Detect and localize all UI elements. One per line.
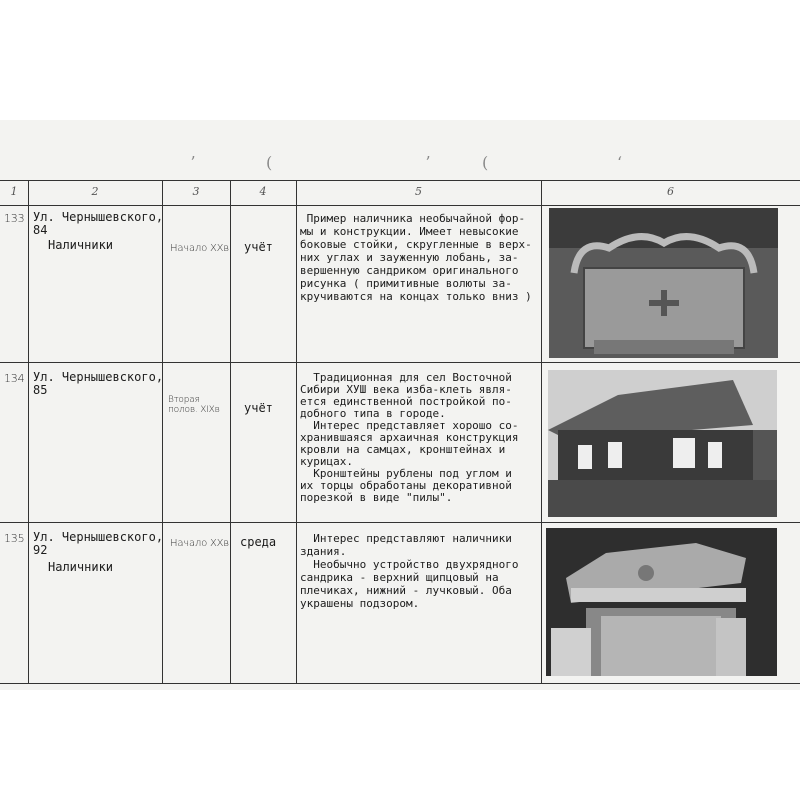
punch-mark: ʻ	[617, 153, 623, 172]
row-divider	[0, 362, 800, 363]
photo-log-house	[548, 370, 777, 517]
date-cell: Начало XXв	[170, 243, 229, 254]
category-cell: среда	[240, 535, 277, 549]
column-divider	[296, 180, 297, 683]
category-cell: учёт	[244, 401, 273, 415]
object-cell: Наличники	[48, 560, 114, 574]
column-header: 6	[667, 185, 674, 198]
description-cell: Традиционная для сел Восточной Сибири ХУШ века изба-клеть явля- ется единственной постройкой по- добного типа в городе. Интерес представляет хорошо со- хранившаяся архаичная конструкция кровли на самцах, кронштейнах и курицах. Кронштейны рублены под углом и их торцы обработаны декоративной порезкой в виде "пилы".	[300, 371, 519, 504]
row-divider	[0, 522, 800, 523]
header-divider	[0, 205, 800, 206]
column-divider	[28, 180, 29, 683]
date-cell: Вторая полов. XIXв	[168, 395, 220, 415]
address-cell: Ул. Чернышевского, 85	[33, 370, 164, 397]
object-cell: Наличники	[48, 238, 114, 252]
table-bottom-border	[0, 683, 800, 684]
description-cell: Интерес представляют наличники здания. Необычно устройство двухрядного сандрика - верхний щипцовый на плечиках, нижний - лучковый. Оба украшены подзором.	[300, 532, 519, 610]
punch-mark: ʼ	[425, 153, 431, 172]
address-cell: Ул. Чернышевского, 84	[33, 210, 164, 237]
column-header: 2	[91, 185, 99, 198]
row-number: 133	[4, 212, 25, 225]
column-header: 5	[415, 185, 422, 198]
description-cell: Пример наличника необычайной фор- мы и конструкции. Имеет невысокие боковые стойки, скругленные в верх- них углах и зауженную лобань, за- вершенную сандриком оригинального рисунка ( примитивные волюты за- кручиваются на концах только вниз )	[300, 212, 532, 303]
row-number: 134	[4, 372, 25, 385]
column-divider	[541, 180, 542, 683]
photo-window-frame	[549, 208, 778, 358]
category-cell: учёт	[244, 240, 273, 254]
column-header: 3	[192, 185, 200, 198]
row-number: 135	[4, 532, 25, 545]
column-header: 1	[10, 185, 18, 198]
column-divider	[162, 180, 163, 683]
punch-hole: (	[266, 153, 273, 172]
punch-hole: (	[482, 153, 489, 172]
date-cell: Начало XXв	[170, 538, 229, 549]
punch-mark: ʼ	[190, 153, 196, 172]
photo-window-cornice	[546, 528, 777, 676]
address-cell: Ул. Чернышевского, 92	[33, 530, 164, 557]
column-header: 4	[259, 185, 267, 198]
column-divider	[230, 180, 231, 683]
